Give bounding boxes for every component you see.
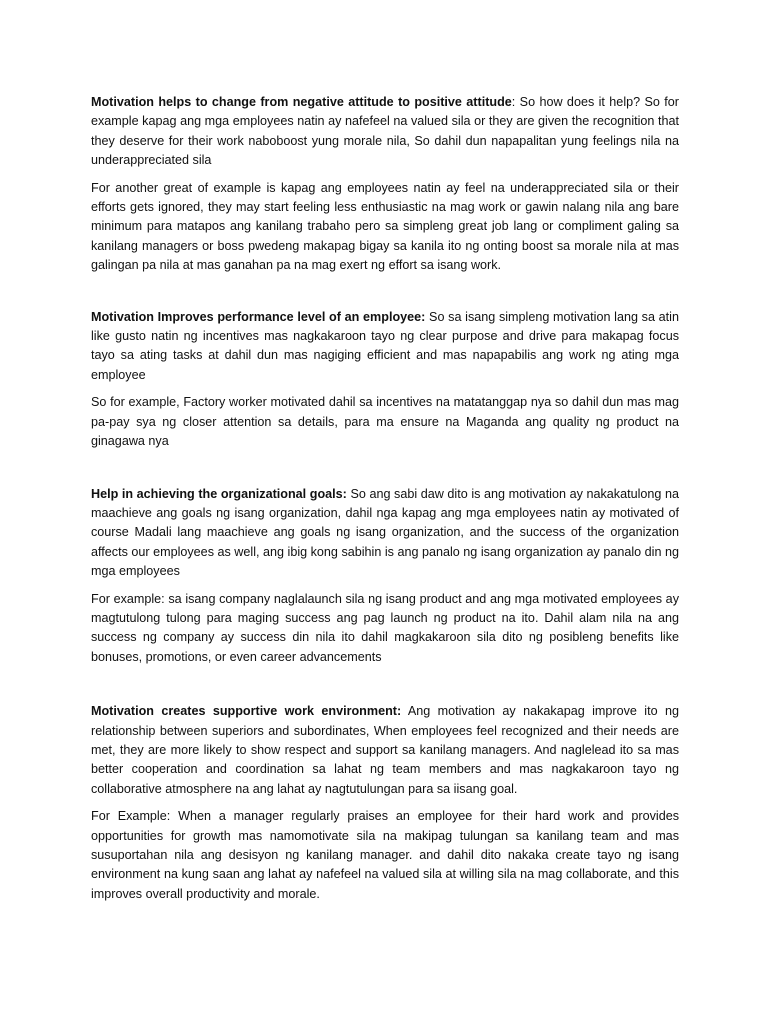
section-attitude-intro <box>91 93 679 171</box>
section-goals <box>91 485 679 668</box>
section-performance <box>91 308 679 452</box>
section-goals-heading: Help in achieving the organizational goals: <box>91 486 347 501</box>
section-environment <box>91 702 679 904</box>
section-environment-intro <box>91 702 679 799</box>
section-environment-body: Ang motivation ay nakakapag improve ito ng relationship between superiors and subordinates, When employees feel recognized and their needs are met, they are more likely to show respect and support sa kanilang managers. And naglelead ito sa mas better cooperation and coordination sa lahat ng team members and mas nagkakaroon tayo ng collaborative atmosphere na ang lahat ay nagtutulungan para sa iisang goal. <box>91 704 679 796</box>
section-spacer <box>91 460 679 485</box>
section-performance-intro <box>91 308 679 386</box>
section-environment-example: For Example: When a manager regularly praises an employee for their hard work and provides opportunities for growth mas namomotivate sila na makipag tulungan sa kanilang team and mas susuportahan nila ang desisyon ng kanilang manager. and dahil dito nakaka create tayo ng isang environment na kung saan ang lahat ay nafefeel na valued sila at willing sila na mag collaborate, and this improves overall productivity and morale. <box>91 809 679 901</box>
section-attitude <box>91 93 679 276</box>
section-attitude-example: For another great of example is kapag ang employees natin ay feel na underappreciated sila or their efforts gets ignored, they may start feeling less enthusiastic na mag work or gawin nalang nila ang bare minimum para matapos ang kanilang trabaho pero sa simpleng great job lang or compliment galing sa kanilang managers or boss pwedeng makapag bigay sa kanila ito ng onting boost sa morale nila at mas galingan pa nila at mas ganahan pa na mag exert ng effort sa isang work. <box>91 180 679 273</box>
section-goals-body: So ang sabi daw dito is ang motivation ay nakakatulong na maachieve ang goals ng isang organization, dahil nga kapag ang mga employees natin ay motivated of course Madali lang maachieve ang goals ng isang organization, and the success of the organization affects our employees as well, ang ibig kong sabihin is ang panalo ng isang organization ay panalo din ng mga employees <box>91 486 679 579</box>
section-attitude-heading: Motivation helps to change from negative attitude to positive attitude <box>91 95 512 109</box>
document-page <box>91 93 679 912</box>
section-performance-example: So for example, Factory worker motivated dahil sa incentives na matatanggap nya so dahil dun mas mag pa-pay sya ng closer attention sa details, para ma ensure na Maganda ang quality ng product na ginagawa nya <box>91 395 679 449</box>
section-attitude-body: : So how does it help? So for example kapag ang mga employees natin ay nafefeel na valued sila or they are given the recognition that they deserve for their work naboboost yung morale nila, So dahil dun napapalitan yung feelings nila na underappreciated sila <box>91 95 679 168</box>
section-environment-heading: Motivation creates supportive work environment: <box>91 704 402 719</box>
section-spacer <box>91 284 679 308</box>
section-performance-heading: Motivation Improves performance level of an employee: <box>91 309 426 324</box>
section-goals-intro <box>91 485 679 582</box>
section-spacer <box>91 675 679 702</box>
section-goals-example: For example: sa isang company naglalaunch sila ng isang product and ang mga motivated employees ay magtutulong tulong para maging success ang pag launch ng product na ito. Dahil alam nila na ang success ng company ay success din nila ito dahil magkakaroon sila dito ng posibleng benefits like bonuses, promotions, or even career advancements <box>91 591 679 664</box>
section-performance-body: So sa isang simpleng motivation lang sa atin like gusto natin ng incentives mas nagkakaroon tayo ng clear purpose and drive para makapag focus tayo sa ating tasks at dahil dun mas nagiging efficient and mas napapabilis ang work ng ating mga employee <box>91 309 679 382</box>
